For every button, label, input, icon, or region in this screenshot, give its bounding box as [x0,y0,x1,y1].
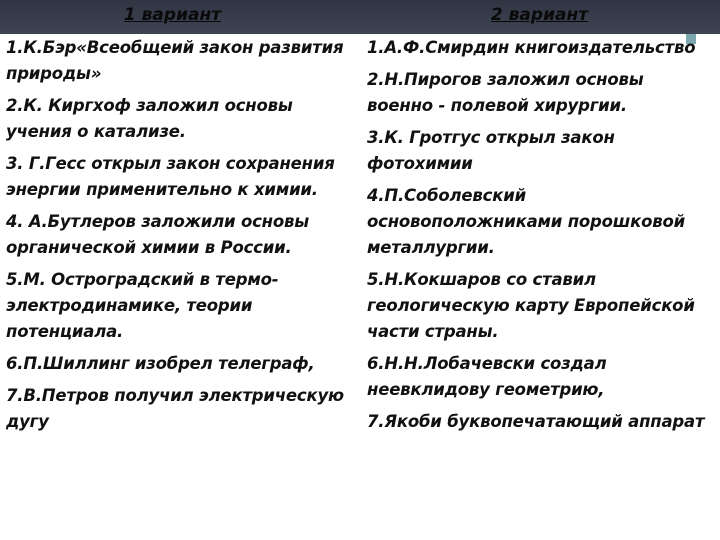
right-item: 5.Н.Кокшаров со ставил геологическую карту Европейской части страны. [367,270,695,341]
left-item: 4. А.Бутлеров заложили основы органической химии в России. [6,212,309,257]
right-items [367,35,712,435]
left-column [6,0,351,441]
right-item: 4.П.Соболевский основоположниками порошковой металлургии. [367,186,685,257]
right-item: 7.Якоби буквопечатающий аппарат [367,412,705,431]
left-column-header: 1 вариант [123,5,222,25]
left-item: 6.П.Шиллинг изобрел телеграф, [6,354,315,373]
right-column [367,0,712,441]
right-column-header: 2 вариант [490,5,589,25]
right-item: 3.К. Гротгус открыл закон фотохимии [367,128,615,173]
right-item: 6.Н.Н.Лобачевски создал неевклидову геометрию, [367,354,607,399]
left-item: 3. Г.Гесс открыл закон сохранения энергии применительно к химии. [6,154,335,199]
left-item: 1.К.Бэр«Всеобщеий закон развития природы» [6,38,344,83]
left-item: 5.М. Остроградский в термо-электродинамике, теории потенциала. [6,270,279,341]
left-item: 2.К. Киргхоф заложил основы учения о катализе. [6,96,293,141]
left-item: 7.В.Петров получил электрическую дугу [6,386,344,431]
left-items [6,35,351,435]
right-item: 2.Н.Пирогов заложил основы военно - полевой хирургии. [367,70,644,115]
right-item: 1.А.Ф.Смирдин книгоиздательство [367,38,696,57]
